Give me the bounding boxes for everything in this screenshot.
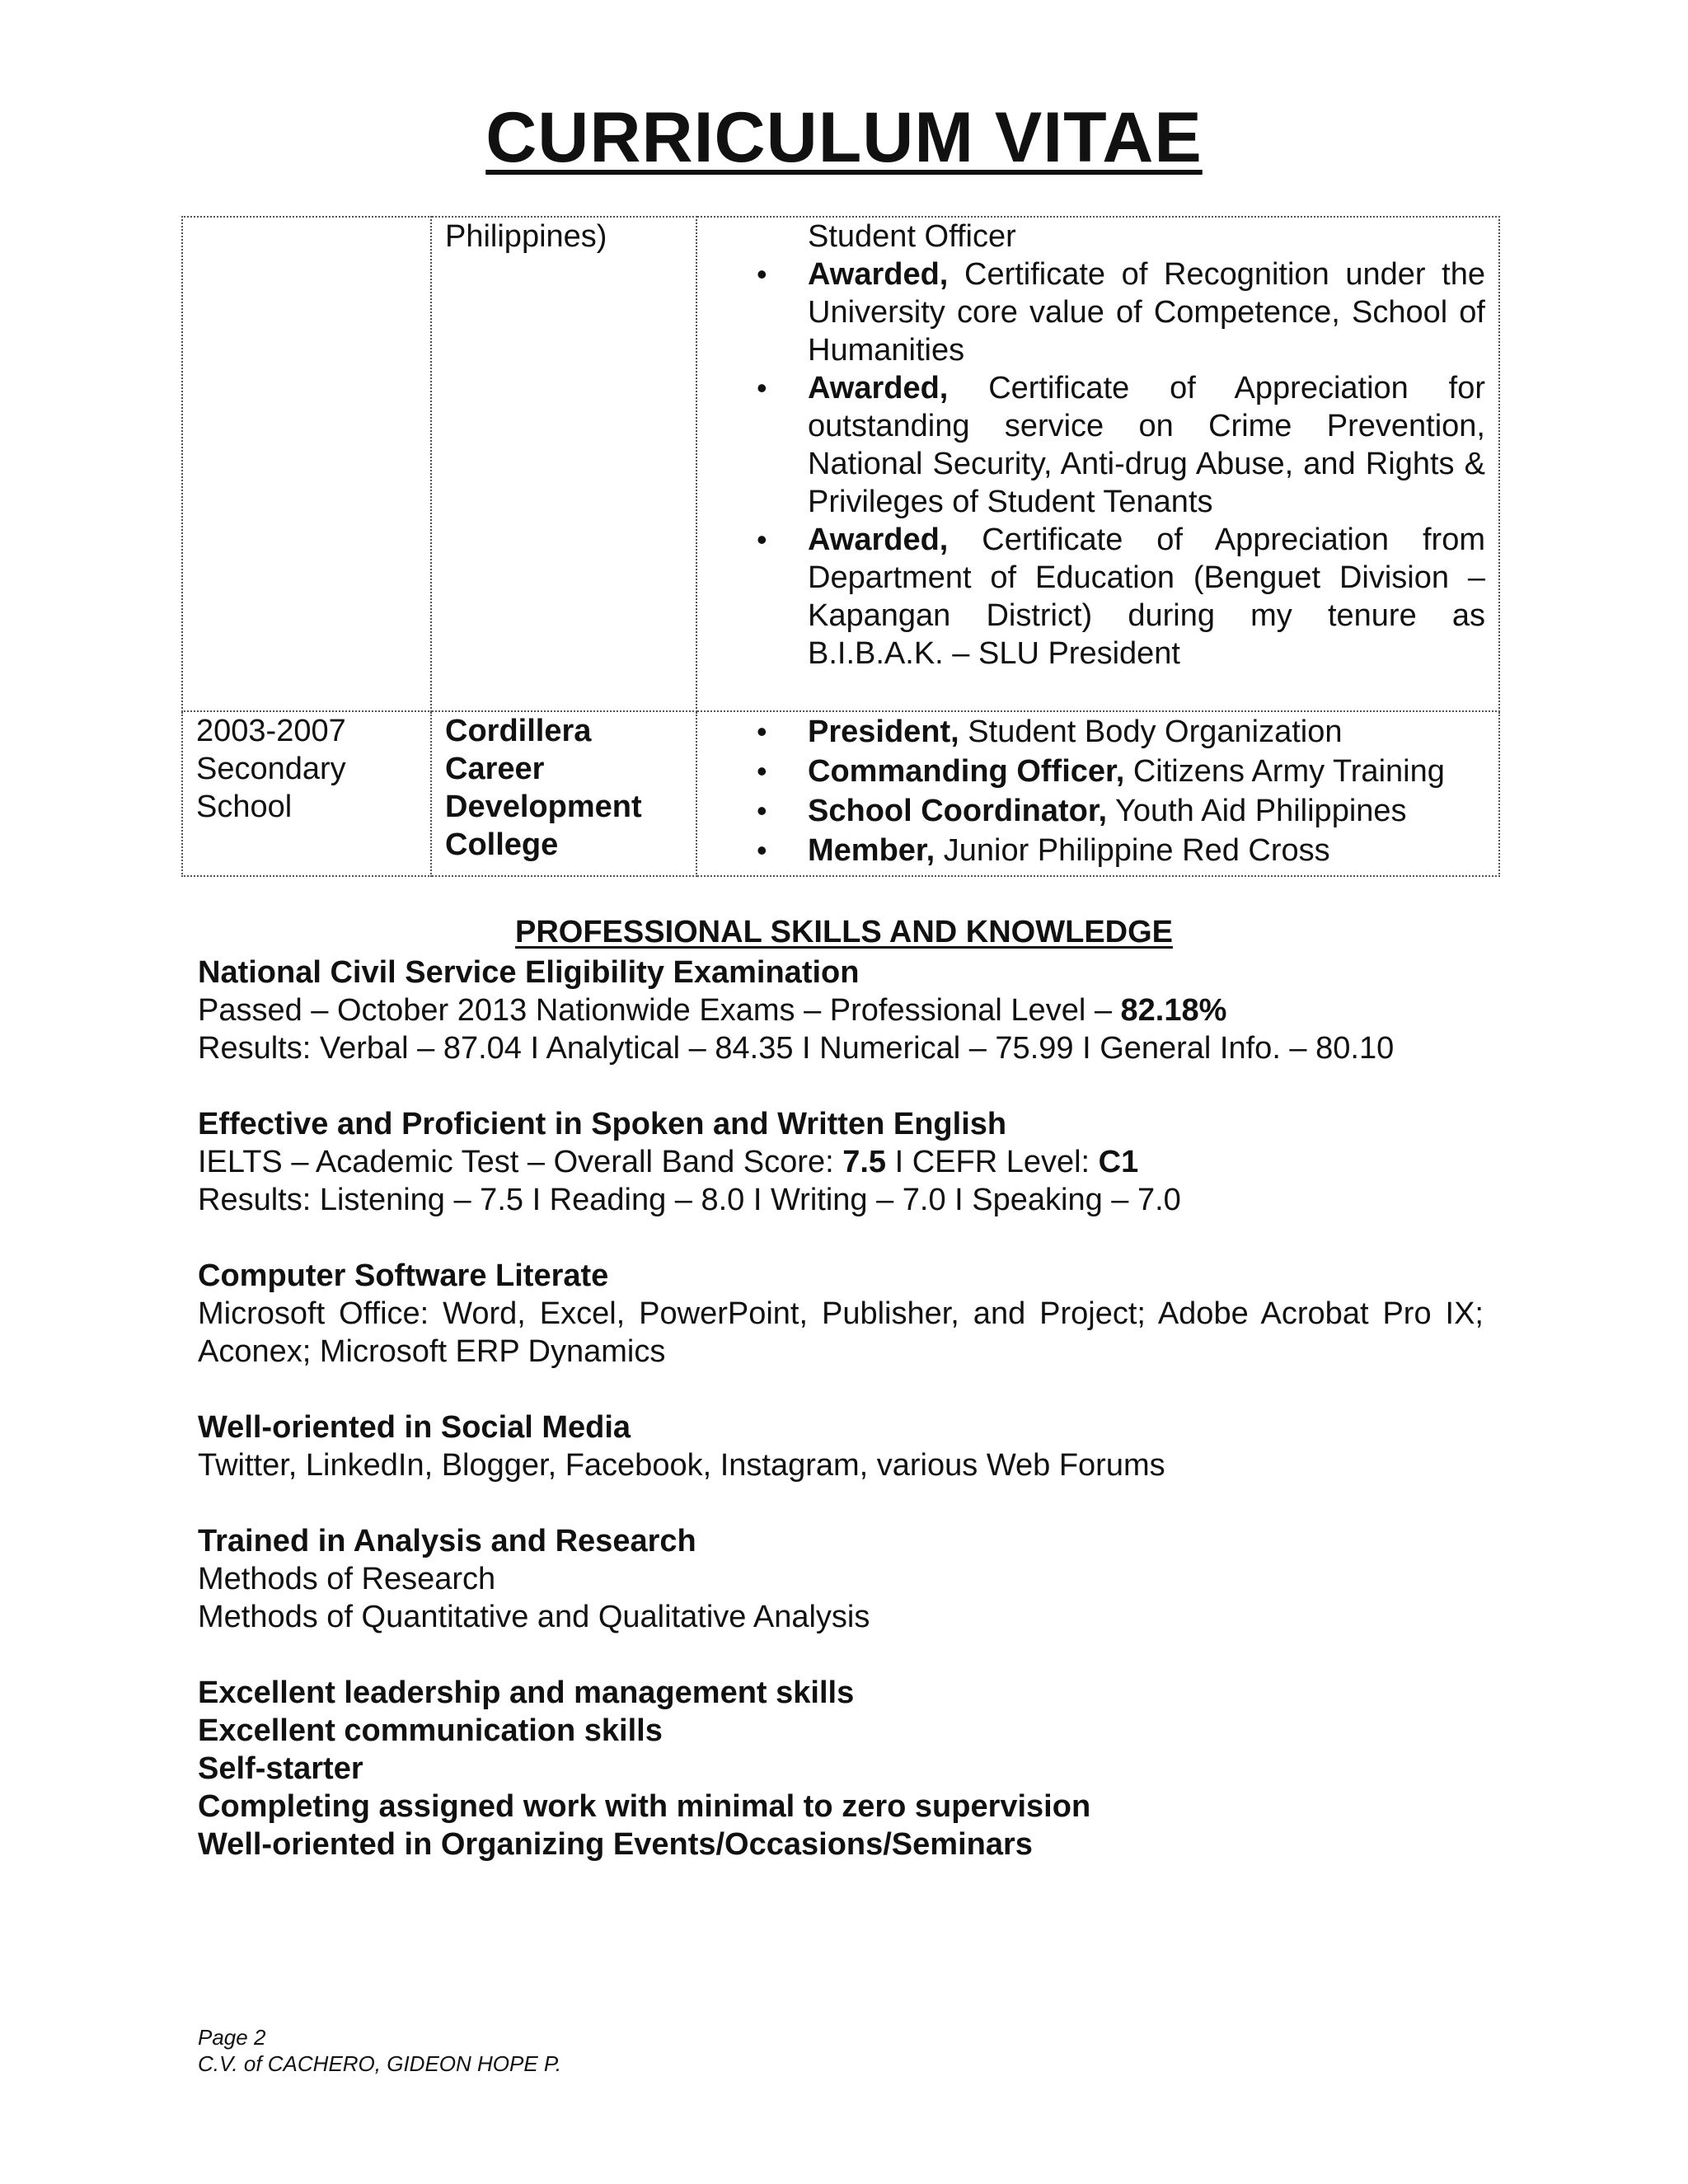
list-item: [710, 791, 1485, 831]
list-item: [710, 369, 1485, 521]
list-item: [710, 752, 1485, 791]
cv-owner: C.V. of CACHERO, GIDEON HOPE P.: [198, 2051, 562, 2076]
skill-text: I CEFR Level:: [886, 1145, 1099, 1179]
score: 82.18%: [1120, 993, 1227, 1028]
activity-lead: Student Officer: [808, 219, 1016, 254]
school-cell: [431, 711, 696, 876]
list-item: [710, 255, 1485, 369]
skill-text: IELTS – Academic Test – Overall Band Score:: [198, 1145, 843, 1179]
skill-line: [198, 991, 1484, 1029]
table-row: [182, 711, 1499, 876]
school-name-line: Career: [445, 752, 545, 786]
position-text: Junior Philippine Red Cross: [935, 833, 1330, 868]
skill-line: Microsoft Office: Word, Excel, PowerPoint, Publisher, and Project; Adobe Acrobat Pro IX; Aconex; Microsoft ERP Dynamics: [198, 1296, 1484, 1369]
skill-text: Passed – October 2013 Nationwide Exams – Professional Level –: [198, 993, 1121, 1028]
school-name-line: Cordillera: [445, 714, 592, 748]
skill-line: Results: Verbal – 87.04 I Analytical – 84.35 I Numerical – 75.99 I General Info. – 80.10: [198, 1031, 1395, 1066]
skill-title: Excellent communication skills: [198, 1713, 663, 1748]
award-label: Awarded,: [808, 371, 949, 405]
awards-list: [710, 255, 1485, 673]
school-name-line: Development: [445, 790, 642, 824]
skill-line: Twitter, LinkedIn, Blogger, Facebook, Instagram, various Web Forums: [198, 1448, 1165, 1483]
award-label: Awarded,: [808, 523, 949, 557]
list-item: [710, 712, 1485, 752]
skill-line: Methods of Quantitative and Qualitative Analysis: [198, 1600, 870, 1634]
position-text: Youth Aid Philippines: [1107, 794, 1407, 828]
skills-content: [198, 954, 1484, 1863]
level: Secondary: [196, 752, 346, 786]
skill-title: National Civil Service Eligibility Examination: [198, 955, 860, 990]
level: School: [196, 790, 293, 824]
award-text: Certificate of Appreciation for outstanding service on Crime Prevention, National Security, Anti-drug Abuse, and Rights & Privileges of Student Tenants: [808, 371, 1485, 519]
skill-title: Well-oriented in Organizing Events/Occasions/Seminars: [198, 1827, 1033, 1862]
skill-title: Self-starter: [198, 1751, 363, 1786]
skill-line: Methods of Research: [198, 1562, 496, 1596]
activities-cell: [696, 711, 1499, 876]
page-number: Page 2: [198, 2025, 266, 2050]
school-cell: Philippines): [431, 217, 696, 711]
activities-table: [181, 216, 1500, 877]
school-name-line: College: [445, 827, 559, 862]
skill-title: Computer Software Literate: [198, 1258, 609, 1293]
award-text: Certificate of Appreciation from Department of Education (Benguet Division – Kapangan District) during my tenure as B.I.B.A.K. – SLU President: [808, 523, 1485, 671]
page-footer: [198, 2024, 561, 2077]
list-item: [710, 521, 1485, 673]
years: 2003-2007: [196, 714, 346, 748]
skill-title: Excellent leadership and management skills: [198, 1675, 855, 1710]
position-label: President,: [808, 715, 959, 749]
activities-cell: [696, 217, 1499, 711]
year-cell: [182, 217, 431, 711]
positions-list: [710, 712, 1485, 870]
award-text: Certificate of Recognition under the University core value of Competence, School of Humanities: [808, 257, 1485, 368]
table-row: [182, 217, 1499, 711]
position-text: Student Body Organization: [959, 715, 1343, 749]
position-label: Member,: [808, 833, 935, 868]
page-title: CURRICULUM VITAE: [485, 98, 1203, 177]
skill-title: Trained in Analysis and Research: [198, 1524, 696, 1558]
skill-title: Well-oriented in Social Media: [198, 1410, 631, 1445]
skill-title: Effective and Proficient in Spoken and Written English: [198, 1107, 1007, 1141]
year-cell: [182, 711, 431, 876]
position-text: Citizens Army Training: [1124, 754, 1445, 789]
section-heading: PROFESSIONAL SKILLS AND KNOWLEDGE: [514, 915, 1174, 949]
position-label: School Coordinator,: [808, 794, 1108, 828]
skill-line: [198, 1143, 1484, 1181]
award-label: Awarded,: [808, 257, 949, 292]
list-item: [710, 831, 1485, 870]
skill-line: Results: Listening – 7.5 I Reading – 8.0 I Writing – 7.0 I Speaking – 7.0: [198, 1183, 1181, 1217]
skill-title: Completing assigned work with minimal to zero supervision: [198, 1789, 1091, 1824]
position-label: Commanding Officer,: [808, 754, 1125, 789]
cefr-level: C1: [1098, 1145, 1139, 1179]
band-score: 7.5: [842, 1145, 887, 1179]
